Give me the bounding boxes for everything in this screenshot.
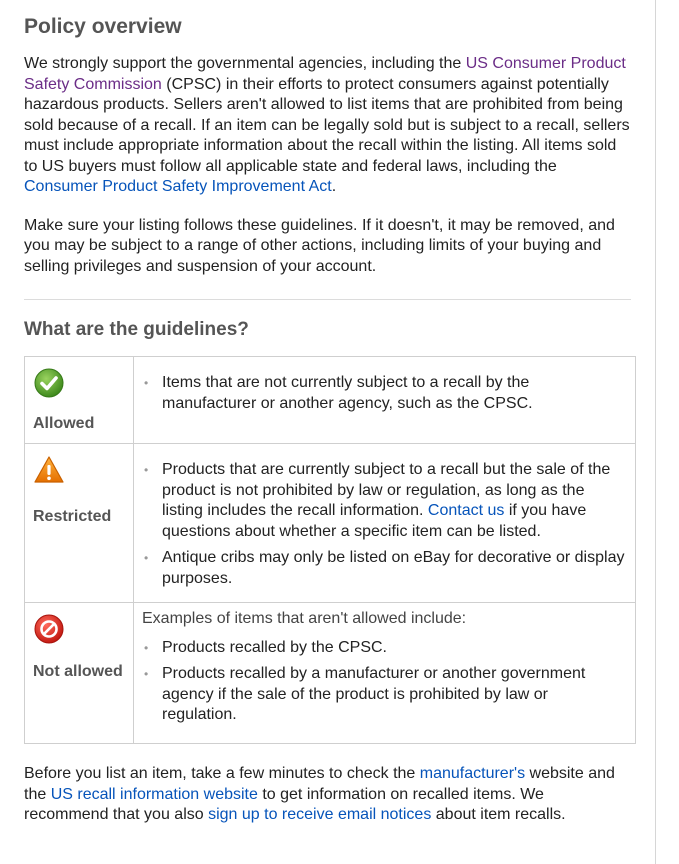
restricted-desc-cell: [134, 444, 636, 603]
allowed-list: [142, 357, 627, 414]
footer-text-a: Before you list an item, take a few minutes to check the: [24, 765, 420, 782]
policy-text-1c: .: [331, 178, 337, 195]
contact-us-link[interactable]: Contact us: [427, 502, 505, 519]
policy-paragraph-1: [24, 54, 631, 198]
section-divider: [24, 299, 631, 300]
allowed-desc-cell: [134, 357, 636, 444]
guidelines-table: [24, 356, 636, 744]
footer-text-d: about item recalls.: [431, 806, 566, 823]
footer-text-b: website and the: [24, 765, 615, 803]
manufacturer-link[interactable]: manufacturer's: [419, 765, 526, 782]
page-title: Policy overview: [24, 15, 182, 38]
warning-triangle-icon: [33, 454, 65, 486]
restricted-status-cell: [25, 444, 134, 603]
footer-text-c: to get information on recalled items. We recommend that you also: [24, 785, 544, 823]
cpsc-link[interactable]: US Consumer Product Safety Commission: [24, 55, 626, 93]
restricted-text-a: Products that are currently subject to a recall but the sale of the product is not prohibited by law or regulation, as long as the listing includes the recall information.: [162, 461, 611, 519]
allowed-label: Allowed: [33, 415, 95, 432]
recall-info-link[interactable]: US recall information website: [50, 785, 258, 803]
table-row-allowed: [25, 357, 636, 444]
restricted-text-b: if you have questions about whether a specific item can be listed.: [162, 502, 587, 540]
footer-paragraph: [24, 764, 631, 826]
not-allowed-status-cell: [25, 603, 134, 744]
not-allowed-desc-cell: [134, 603, 636, 744]
list-item: • Items that are not currently subject to a recall by the manufacturer or another agency, such as the CPSC.: [142, 373, 627, 414]
table-row-not-allowed: [25, 603, 636, 744]
restricted-list: [142, 444, 627, 589]
email-signup-link[interactable]: sign up to receive email notices: [208, 806, 432, 823]
not-allowed-list: [142, 638, 627, 726]
restricted-label: Restricted: [33, 508, 112, 525]
prohibited-icon: [33, 613, 65, 645]
list-item: [142, 460, 627, 542]
table-row-restricted: [25, 444, 636, 603]
cpsia-link[interactable]: Consumer Product Safety Improvement Act: [24, 178, 332, 195]
list-item: • Antique cribs may only be listed on eBay for decorative or display purposes.: [142, 548, 627, 589]
policy-text-1b: (CPSC) in their efforts to protect consumers against potentially hazardous products. Sellers aren't allowed to list items that are prohibited from being sold because of a recall. If an item can be legally sold but is subject to a recall, sellers must include appropriate information about the recall within the listing. All items sold to US buyers must follow all applicable state and federal laws, including the: [24, 75, 630, 175]
allowed-status-cell: [25, 357, 134, 444]
check-circle-icon: [33, 367, 65, 399]
list-item: • Products recalled by a manufacturer or another government agency if the sale of the product is prohibited by law or regulation.: [142, 664, 627, 726]
not-allowed-intro: Examples of items that aren't allowed include:: [142, 610, 467, 627]
policy-paragraph-2: Make sure your listing follows these guidelines. If it doesn't, it may be removed, and you may be subject to a range of other actions, including limits of your buying and selling privileges and suspension of your account.: [24, 216, 615, 275]
not-allowed-label: Not allowed: [33, 663, 123, 680]
list-item: • Products recalled by the CPSC.: [142, 638, 627, 659]
policy-text-1a: We strongly support the governmental agencies, including the: [24, 55, 466, 72]
guidelines-title: What are the guidelines?: [24, 319, 249, 340]
